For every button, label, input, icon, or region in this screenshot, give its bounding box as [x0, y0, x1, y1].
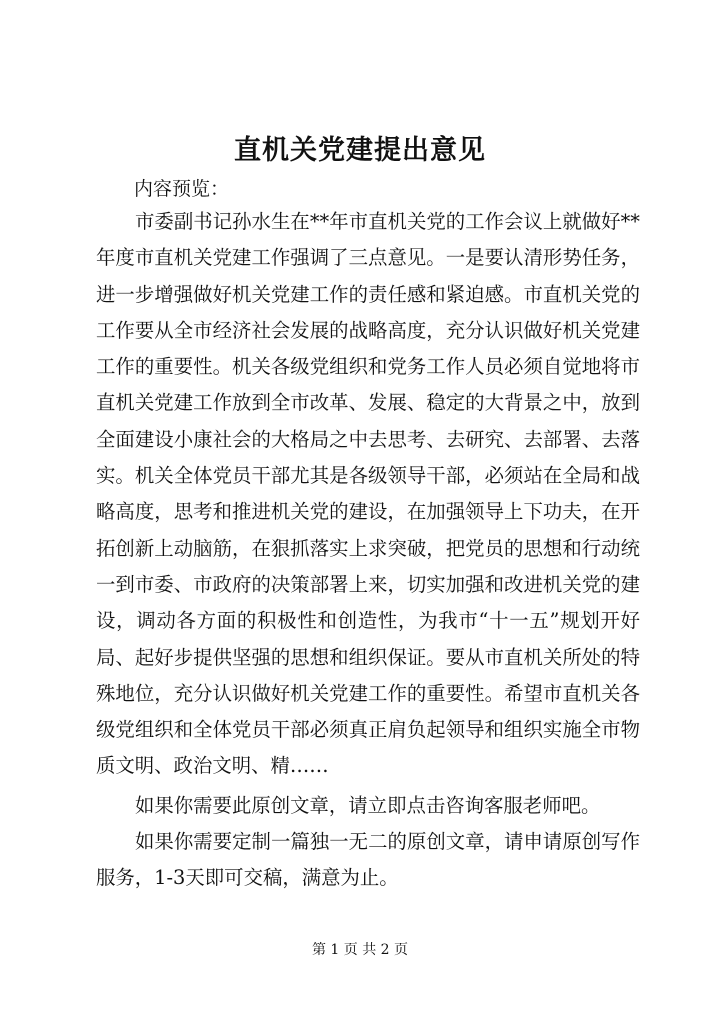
- custom-writing-note-paragraph: 如果你需要定制一篇独一无二的原创文章，请申请原创写作服务，1-3天即可交稿，满意为止。: [96, 830, 640, 890]
- preview-label: 内容预览：: [134, 178, 230, 200]
- document-title: 直机关党建提出意见: [234, 135, 486, 166]
- body-paragraph: 市委副书记孙水生在**年市直机关党的工作会议上就做好**年度市直机关党建工作强调了三点意见。一是要认清形势任务，进一步增强做好机关党建工作的责任感和紧迫感。市直机关党的工作要从全市经济社会发展的战略高度，充分认识做好机关党建工作的重要性。机关各级党组织和党务工作人员必须自觉地将市直机关党建工作放到全市改革、发展、稳定的大背景之中，放到全面建设小康社会的大格局之中去思考、去研究、去部署、去落实。机关全体党员干部尤其是各级领导干部，必须站在全局和战略高度，思考和推进机关党的建设，在加强领导上下功夫，在开拓创新上动脑筋，在狠抓落实上求突破，把党员的思想和行动统一到市委、市政府的决策部署上来，切实加强和改进机关党的建设，调动各方面的积极性和创造性，为我市“十一五”规划开好局、起好步提供坚强的思想和组织保证。要从市直机关所处的特殊地位，充分认识做好机关党建工作的重要性。希望市直机关各级党组织和全体党员干部必须真正肩负起领导和组织实施全市物质文明、政治文明、精……: [96, 210, 640, 778]
- contact-note-paragraph: 如果你需要此原创文章，请立即点击咨询客服老师吧。: [135, 794, 601, 817]
- page-footer: 第 1 页 共 2 页: [311, 942, 409, 958]
